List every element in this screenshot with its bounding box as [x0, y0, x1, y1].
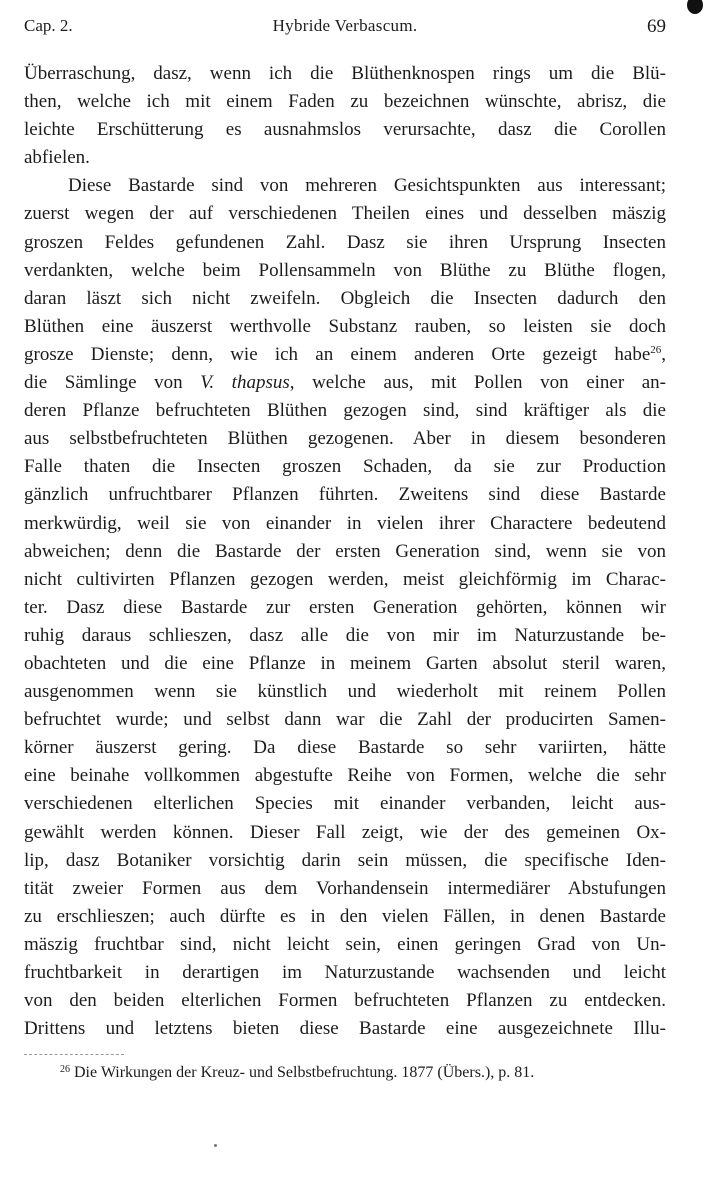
body-text: [24, 60, 666, 1043]
paper-speck: [214, 1144, 217, 1147]
text-line: lip, dasz Botaniker vorsichtig darin sein müssen, die specifische Iden-: [24, 849, 666, 871]
text-line: von den beiden elterlichen Formen befruchteten Pflanzen zu entdecken.: [24, 990, 666, 1012]
footnote-text: Die Wirkungen der Kreuz- und Selbstbefruchtung. 1877 (Übers.), p. 81.: [74, 1064, 535, 1081]
ink-blot: [687, 0, 703, 14]
text-line: ausgenommen wenn sie künstlich und wiederholt mit reinem Pollen: [24, 681, 666, 703]
text-line: Drittens und letztens bieten diese Bastarde eine ausgezeichnete Illu-: [24, 1018, 666, 1040]
page-number: 69: [647, 16, 666, 37]
text-line: nicht cultivirten Pflanzen gezogen werden, meist gleichförmig im Charac-: [24, 568, 666, 590]
text-line: tität zweier Formen aus dem Vorhandensein intermediärer Abstufungen: [24, 877, 666, 899]
text-line-with-species: [24, 369, 666, 397]
text-line: deren Pflanze befruchteten Blüthen gezogen sind, sind kräftiger als die: [24, 400, 666, 422]
text-line: aus selbstbefruchteten Blüthen gezogenen. Aber in diesem besonderen: [24, 428, 666, 450]
text-line: leichte Erschütterung es ausnahmslos verursachte, dasz die Corollen: [24, 119, 666, 141]
text-line: befruchtet wurde; und selbst dann war die Zahl der producirten Samen-: [24, 709, 666, 731]
footnote: [60, 1064, 660, 1082]
text-line: Blüthen eine äuszerst werthvolle Substanz rauben, so leisten sie doch: [24, 315, 666, 337]
text-line: Überraschung, dasz, wenn ich die Blüthenknospen rings um die Blü-: [24, 63, 666, 84]
text-line: körner äuszerst gering. Da diese Bastarde so sehr variirten, hätte: [24, 737, 666, 759]
text-line: daran läszt sich nicht zweifeln. Obgleich die Insecten dadurch den: [24, 287, 666, 309]
text-line: verschiedenen elterlichen Species mit einander verbanden, leicht aus-: [24, 793, 666, 815]
text-line: zuerst wegen der auf verschiedenen Theilen eines und desselben mäszig: [24, 203, 666, 225]
text-line-with-footnote-ref: grosze Dienste; denn, wie ich an einem anderen Orte gezeigt habe$^{26}$,: [24, 343, 666, 365]
text-line: then, welche ich mit einem Faden zu bezeichnen wünschte, abrisz, die: [24, 91, 666, 113]
paragraph-2: [24, 172, 666, 1043]
text-line: fruchtbarkeit in derartigen im Naturzustande wachsenden und leicht: [24, 962, 666, 983]
running-title: Hybride Verbascum.: [272, 16, 418, 35]
text-fragment: grosze Dienste; denn, wie ich an einem anderen Orte gezeigt habe: [24, 343, 651, 365]
chapter-label: Cap. 2.: [24, 16, 73, 35]
text-line: abfielen.: [24, 147, 90, 169]
text-line: abweichen; denn die Bastarde der ersten Generation sind, wenn sie von: [24, 540, 666, 562]
footnote-number: 26: [60, 1064, 70, 1075]
species-name: V. thapsus: [200, 372, 290, 394]
paragraph-1: [24, 60, 666, 172]
text-line: ruhig daraus schlieszen, dasz alle die von mir im Naturzustande be-: [24, 624, 666, 646]
text-line: ter. Dasz diese Bastarde zur ersten Generation gehörten, können wir: [24, 596, 666, 618]
text-line: mäszig fruchtbar sind, nicht leicht sein, einen geringen Grad von Un-: [24, 933, 666, 955]
text-line: verdankten, welche beim Pollensammeln von Blüthe zu Blüthe flogen,: [24, 259, 666, 281]
footnote-reference: 26: [650, 343, 662, 356]
footnote-separator: [24, 1054, 124, 1055]
text-line: gänzlich unfruchtbarer Pflanzen führten. Zweitens sind diese Bastarde: [24, 484, 666, 506]
text-line: eine beinahe vollkommen abgestufte Reihe von Formen, welche die sehr: [24, 765, 666, 787]
text-line: zu erschlieszen; auch dürfte es in den vielen Fällen, in denen Bastarde: [24, 905, 666, 927]
text-line: merkwürdig, weil sie von einander in vielen ihrer Charactere bedeutend: [24, 512, 666, 534]
text-line: groszen Feldes gefundenen Zahl. Dasz sie ihren Ursprung Insecten: [24, 231, 666, 253]
running-header: [24, 14, 666, 40]
text-line: Diese Bastarde sind von mehreren Gesichtspunkten aus interessant;: [68, 175, 666, 197]
text-line: Falle thaten die Insecten groszen Schaden, da sie zur Production: [24, 456, 666, 478]
text-fragment: , welche aus, mit Pollen von einer an-: [289, 372, 666, 394]
text-line: obachteten und die eine Pflanze in meinem Garten absolut steril waren,: [24, 652, 666, 674]
text-fragment: die Sämlinge von: [24, 372, 201, 394]
text-line: gewählt werden können. Dieser Fall zeigt, wie der des gemeinen Ox-: [24, 821, 666, 843]
